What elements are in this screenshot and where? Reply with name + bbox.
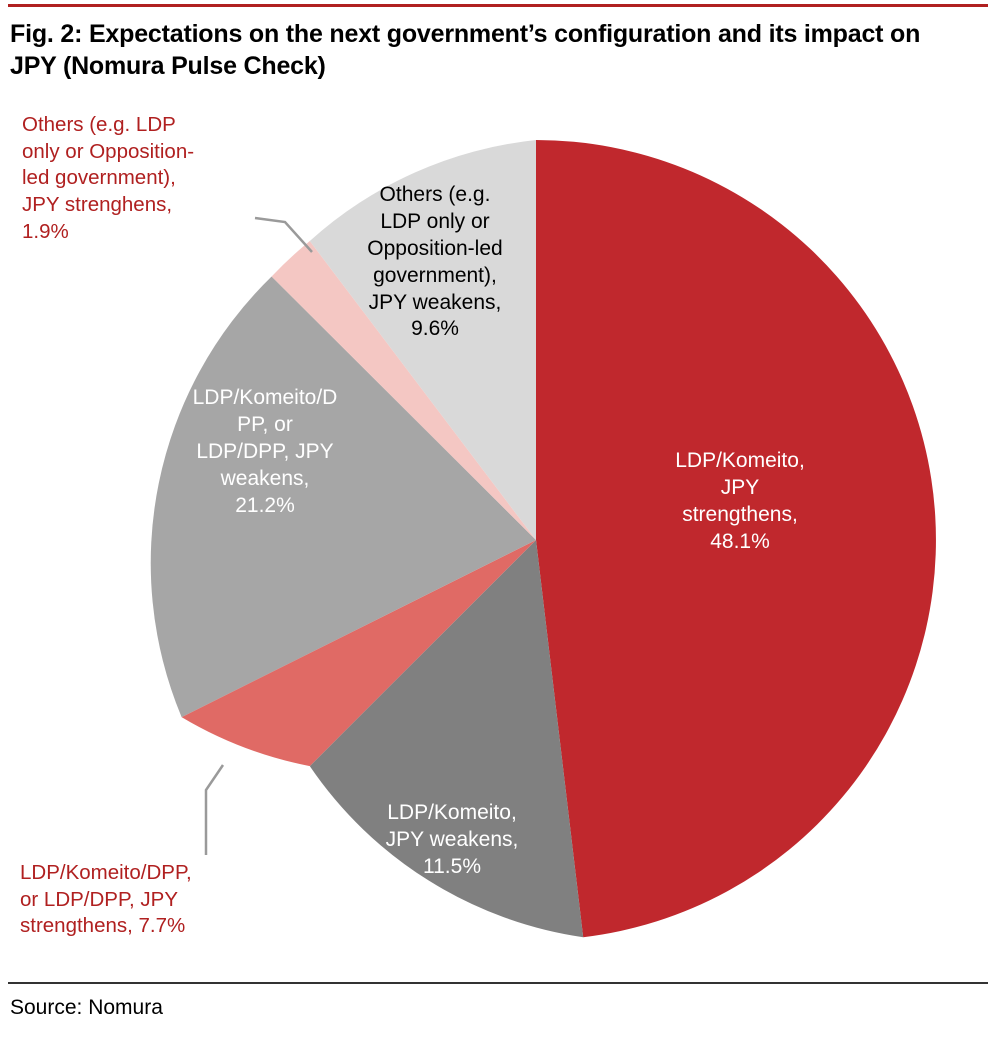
slice-label-others-jpy-strengthens xyxy=(22,112,252,245)
slice-label-line: only or Opposition- xyxy=(22,139,195,163)
pie-slice-ldp-komeito-jpy-strengthens[interactable] xyxy=(536,140,936,937)
slice-label-line: 48.1% xyxy=(710,529,770,553)
slice-label-line: LDP/Komeito/D xyxy=(192,386,338,409)
slice-label-line: led government), xyxy=(22,166,176,190)
leader-line-dpp-strengthens xyxy=(206,765,223,855)
slice-label-line: strengthens, 7.7% xyxy=(20,914,186,938)
slice-label-line: JPY weakens, xyxy=(385,827,519,851)
slice-label-line: LDP/DPP, JPY xyxy=(196,439,334,463)
slice-label-ldp-komeito-dpp-jpy-strengthens xyxy=(20,860,280,940)
slice-label-line: LDP/Komeito, xyxy=(675,449,805,472)
source-note: Source: Nomura xyxy=(10,996,163,1019)
slice-label-line: LDP/Komeito/DPP, xyxy=(20,861,192,884)
slice-label-line: government), xyxy=(373,263,497,287)
slice-label-line: Others (e.g. LDP xyxy=(22,113,176,136)
slice-label-line: or LDP/DPP, JPY xyxy=(20,887,178,911)
bottom-divider xyxy=(8,982,988,984)
slice-label-line: 11.5% xyxy=(423,854,481,878)
pie-chart xyxy=(0,100,996,980)
slice-label-line: JPY strenghens, xyxy=(22,192,173,216)
slice-label-line: 1.9% xyxy=(22,219,69,243)
slice-label-line: Others (e.g. xyxy=(379,183,491,206)
slice-label-line: JPY weakens, xyxy=(368,290,502,314)
slice-label-line: 9.6% xyxy=(411,317,459,341)
slice-label-line: LDP only or xyxy=(380,209,490,233)
slice-label-line: weakens, xyxy=(220,466,310,490)
slice-label-line: strengthens, xyxy=(682,502,798,526)
top-divider xyxy=(8,4,988,7)
slice-label-line: Opposition-led xyxy=(367,236,503,260)
slice-label-line: JPY xyxy=(720,475,760,499)
slice-label-line: LDP/Komeito, xyxy=(387,801,517,824)
slice-label-line: 21.2% xyxy=(235,493,295,517)
slice-label-line: PP, or xyxy=(237,412,293,436)
figure-title: Fig. 2: Expectations on the next government’s configuration and its impact on JPY (Nomura Pulse Check) xyxy=(10,20,921,80)
